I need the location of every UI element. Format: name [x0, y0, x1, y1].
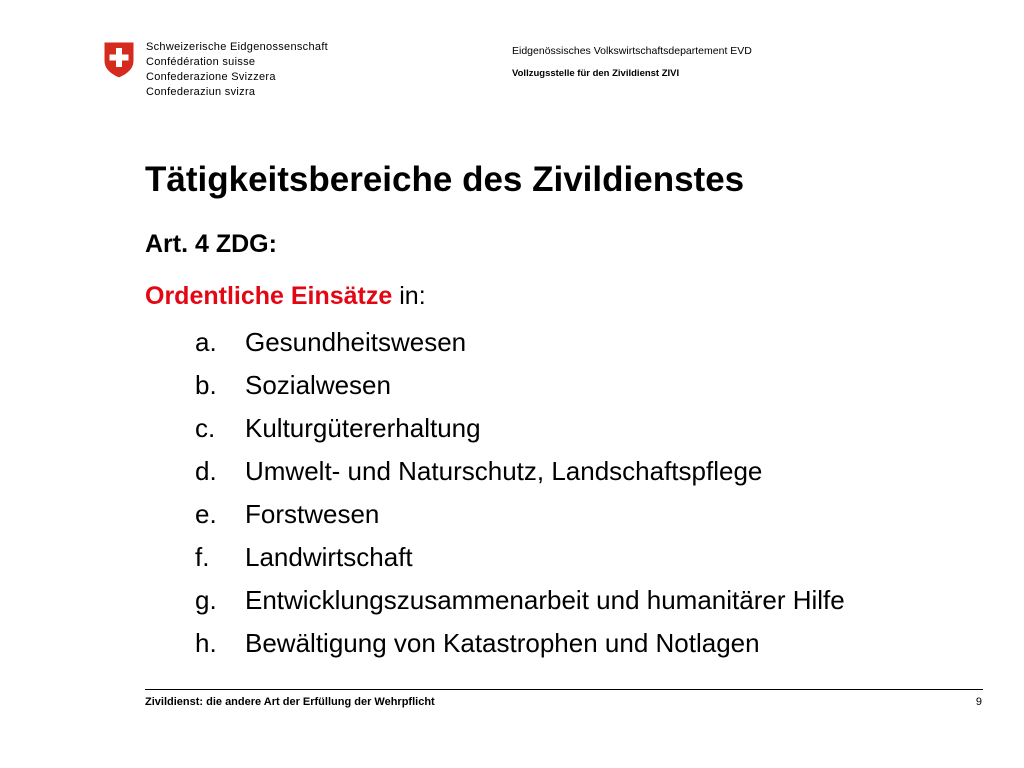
list-item-text: Gesundheitswesen — [245, 327, 467, 357]
confederation-name-rm: Confederaziun svizra — [146, 86, 256, 98]
list-item — [195, 364, 845, 407]
list-item — [195, 493, 845, 536]
list-item — [195, 622, 845, 665]
activity-list — [195, 321, 845, 665]
list-item-text: Bewältigung von Katastrophen und Notlagen — [245, 628, 760, 658]
list-item-text: Forstwesen — [245, 499, 380, 529]
list-marker: c. — [195, 413, 216, 443]
list-marker: d. — [195, 456, 217, 486]
list-marker: e. — [195, 499, 217, 529]
list-item-text: Landwirtschaft — [245, 542, 413, 572]
confederation-name-de: Schweizerische Eidgenossenschaft — [146, 41, 329, 53]
intro-line — [145, 282, 426, 311]
confederation-names — [146, 40, 328, 100]
list-item — [195, 579, 845, 622]
list-marker: g. — [195, 585, 217, 615]
list-item — [195, 536, 845, 579]
confederation-name-it: Confederazione Svizzera — [146, 71, 276, 83]
list-item-text: Kulturgütererhaltung — [245, 413, 481, 443]
list-item — [195, 321, 845, 364]
office-name: Vollzugsstelle für den Zivildienst ZIVI — [512, 68, 680, 79]
footer-divider — [145, 689, 983, 690]
list-item-text: Sozialwesen — [245, 370, 391, 400]
header — [0, 0, 1024, 110]
department-name: Eidgenössisches Volkswirtschaftsdepartement EVD — [512, 45, 752, 57]
list-marker: h. — [195, 628, 217, 658]
list-marker: f. — [195, 542, 210, 572]
list-item — [195, 450, 845, 493]
intro-highlight: Ordentliche Einsätze — [145, 282, 393, 310]
list-item-text: Umwelt- und Naturschutz, Landschaftspflege — [245, 456, 763, 486]
slide-title: Tätigkeitsbereiche des Zivildienstes — [145, 160, 745, 199]
department-block — [512, 44, 752, 81]
list-marker: a. — [195, 327, 217, 357]
intro-rest: in: — [392, 282, 426, 310]
list-item — [195, 407, 845, 450]
footer-text: Zivildienst: die andere Art der Erfüllung der Wehrpflicht — [145, 696, 435, 708]
list-item-text: Entwicklungszusammenarbeit und humanitärer Hilfe — [245, 585, 845, 615]
list-marker: b. — [195, 370, 217, 400]
swiss-crest-icon — [103, 41, 135, 79]
page-number: 9 — [975, 696, 982, 708]
confederation-name-fr: Confédération suisse — [146, 56, 256, 68]
slide-subtitle: Art. 4 ZDG: — [145, 230, 277, 258]
